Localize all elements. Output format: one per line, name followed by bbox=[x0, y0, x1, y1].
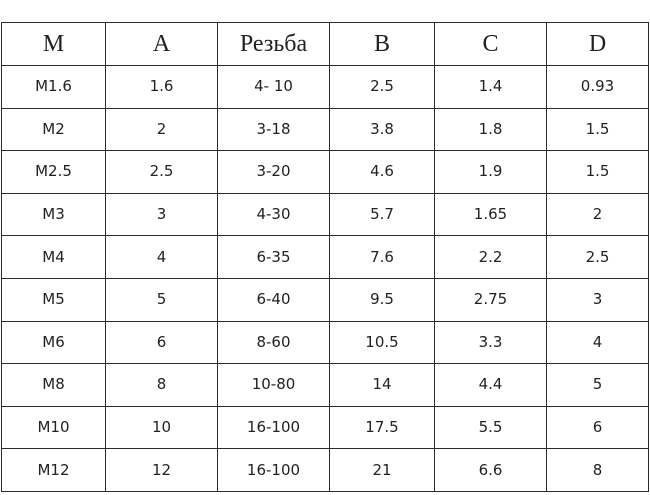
cell-a: 2 bbox=[106, 108, 218, 151]
cell-m: M1.6 bbox=[2, 66, 106, 109]
cell-a: 10 bbox=[106, 406, 218, 449]
cell-c: 6.6 bbox=[435, 449, 547, 492]
cell-d: 1.5 bbox=[547, 108, 649, 151]
table-row bbox=[2, 364, 649, 407]
table-row bbox=[2, 449, 649, 492]
cell-d: 0.93 bbox=[547, 66, 649, 109]
cell-d: 2.5 bbox=[547, 236, 649, 279]
cell-d: 4 bbox=[547, 321, 649, 364]
cell-thread: 4-30 bbox=[218, 193, 330, 236]
cell-b: 21 bbox=[330, 449, 435, 492]
cell-d: 6 bbox=[547, 406, 649, 449]
cell-c: 1.8 bbox=[435, 108, 547, 151]
cell-b: 7.6 bbox=[330, 236, 435, 279]
header-a: A bbox=[106, 23, 218, 66]
table-row bbox=[2, 66, 649, 109]
cell-c: 2.75 bbox=[435, 278, 547, 321]
cell-m: M3 bbox=[2, 193, 106, 236]
header-m: M bbox=[2, 23, 106, 66]
header-d: D bbox=[547, 23, 649, 66]
table-body bbox=[2, 66, 649, 492]
cell-a: 8 bbox=[106, 364, 218, 407]
header-row bbox=[2, 23, 649, 66]
cell-a: 3 bbox=[106, 193, 218, 236]
cell-c: 5.5 bbox=[435, 406, 547, 449]
cell-thread: 6-35 bbox=[218, 236, 330, 279]
cell-b: 10.5 bbox=[330, 321, 435, 364]
cell-c: 1.4 bbox=[435, 66, 547, 109]
header-thread: Резьба bbox=[218, 23, 330, 66]
header-c: C bbox=[435, 23, 547, 66]
cell-thread: 3-20 bbox=[218, 151, 330, 194]
cell-c: 2.2 bbox=[435, 236, 547, 279]
cell-d: 1.5 bbox=[547, 151, 649, 194]
table-row bbox=[2, 278, 649, 321]
cell-m: M8 bbox=[2, 364, 106, 407]
cell-m: M12 bbox=[2, 449, 106, 492]
table-row bbox=[2, 406, 649, 449]
screw-dimensions-table bbox=[1, 22, 649, 492]
cell-a: 12 bbox=[106, 449, 218, 492]
cell-m: M2 bbox=[2, 108, 106, 151]
cell-thread: 16-100 bbox=[218, 449, 330, 492]
cell-thread: 4- 10 bbox=[218, 66, 330, 109]
cell-b: 9.5 bbox=[330, 278, 435, 321]
cell-d: 3 bbox=[547, 278, 649, 321]
cell-m: M4 bbox=[2, 236, 106, 279]
cell-thread: 6-40 bbox=[218, 278, 330, 321]
cell-d: 8 bbox=[547, 449, 649, 492]
cell-b: 2.5 bbox=[330, 66, 435, 109]
cell-d: 5 bbox=[547, 364, 649, 407]
cell-thread: 8-60 bbox=[218, 321, 330, 364]
cell-b: 3.8 bbox=[330, 108, 435, 151]
cell-d: 2 bbox=[547, 193, 649, 236]
table-row bbox=[2, 236, 649, 279]
table-row bbox=[2, 108, 649, 151]
cell-c: 1.65 bbox=[435, 193, 547, 236]
cell-thread: 10-80 bbox=[218, 364, 330, 407]
cell-a: 5 bbox=[106, 278, 218, 321]
cell-c: 4.4 bbox=[435, 364, 547, 407]
cell-a: 2.5 bbox=[106, 151, 218, 194]
cell-c: 1.9 bbox=[435, 151, 547, 194]
cell-m: M10 bbox=[2, 406, 106, 449]
header-b: B bbox=[330, 23, 435, 66]
cell-m: M6 bbox=[2, 321, 106, 364]
cell-m: M2.5 bbox=[2, 151, 106, 194]
cell-thread: 3-18 bbox=[218, 108, 330, 151]
cell-b: 14 bbox=[330, 364, 435, 407]
cell-a: 6 bbox=[106, 321, 218, 364]
cell-b: 5.7 bbox=[330, 193, 435, 236]
cell-thread: 16-100 bbox=[218, 406, 330, 449]
cell-a: 1.6 bbox=[106, 66, 218, 109]
cell-b: 17.5 bbox=[330, 406, 435, 449]
cell-m: M5 bbox=[2, 278, 106, 321]
table-row bbox=[2, 193, 649, 236]
table-row bbox=[2, 151, 649, 194]
cell-c: 3.3 bbox=[435, 321, 547, 364]
cell-b: 4.6 bbox=[330, 151, 435, 194]
cell-a: 4 bbox=[106, 236, 218, 279]
table-row bbox=[2, 321, 649, 364]
